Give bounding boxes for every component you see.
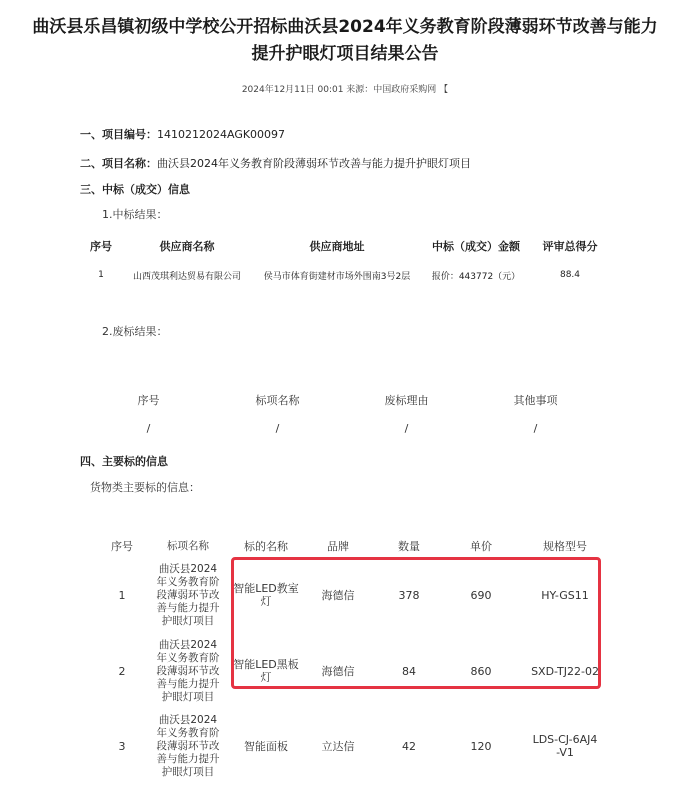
header-cell: 数量	[398, 540, 420, 553]
header-cell: 其他事项	[513, 394, 558, 407]
failed-cell: /	[404, 421, 409, 435]
name-line: 灯	[260, 671, 272, 684]
item-qty: 42	[402, 739, 416, 753]
lot-line: 段薄弱环节改	[156, 588, 220, 601]
header-cell: 评审总得分	[542, 240, 598, 253]
project-name-value: 曲沃县2024年义务教育阶段薄弱环节改善与能力提升护眼灯项目	[157, 157, 471, 170]
item-no: 2	[118, 664, 126, 678]
red-highlight-box	[231, 557, 601, 689]
project-number-label: 一、项目编号：	[80, 128, 157, 141]
header-cell: 标项名称	[167, 539, 209, 552]
item-qty: 378	[398, 588, 420, 602]
lot-line: 护眼灯项目	[161, 765, 215, 778]
winner-score: 88.4	[559, 270, 581, 280]
project-name-label: 二、项目名称：	[80, 157, 157, 170]
header-cell: 序号	[111, 540, 133, 553]
lot-line: 段薄弱环节改	[156, 739, 220, 752]
item-qty: 84	[402, 664, 416, 678]
item-price: 690	[470, 588, 492, 602]
item-price: 120	[470, 739, 492, 753]
failed-cell: /	[533, 421, 538, 435]
lot-line: 善与能力提升	[156, 677, 220, 690]
name-line: 智能面板	[244, 739, 288, 753]
lot-line: 曲沃县2024	[158, 562, 218, 575]
lot-line: 曲沃县2024	[158, 713, 218, 726]
item-brand: 海德信	[321, 665, 355, 678]
header-cell: 品牌	[327, 540, 349, 553]
model-line: HY-GS11	[541, 588, 589, 602]
lot-line: 善与能力提升	[156, 601, 220, 614]
lot-line: 年义务教育阶	[156, 726, 220, 739]
item-lot-name	[148, 639, 228, 704]
header-cell: 中标（成交）金额	[432, 240, 520, 253]
header-cell: 标的名称	[244, 539, 288, 553]
failed-cell: /	[146, 421, 151, 435]
model-line: LDS-CJ-6AJ4	[532, 733, 598, 746]
items-table-header	[96, 535, 614, 557]
section-items-heading: 四、主要标的信息	[80, 455, 168, 468]
winner-no: 1	[98, 270, 104, 280]
header-cell: 规格型号	[543, 539, 587, 553]
lot-line: 段薄弱环节改	[156, 664, 220, 677]
failed-table	[84, 386, 600, 442]
header-cell: 供应商地址	[309, 240, 365, 253]
lot-line: 年义务教育阶	[156, 575, 220, 588]
lot-line: 曲沃县2024	[158, 638, 218, 651]
winner-supplier: 山西茂琪利达贸易有限公司	[132, 271, 241, 282]
name-line: 智能LED黑板	[233, 658, 299, 671]
lot-line: 护眼灯项目	[161, 690, 215, 703]
winner-amount: 报价：443772（元）	[431, 271, 521, 282]
item-name	[228, 740, 304, 753]
publish-meta: 2024年12月11日 00:01 来源：中国政府采购网 【	[241, 85, 449, 95]
model-line: -V1	[556, 746, 574, 759]
header-cell: 标项名称	[255, 394, 300, 407]
header-cell: 序号	[137, 394, 160, 407]
header-cell: 供应商名称	[159, 240, 215, 253]
project-number	[80, 126, 285, 142]
name-line: 智能LED教室	[233, 582, 299, 595]
winner-address: 侯马市体育街建材市场外围南3号2层	[263, 271, 411, 282]
item-lot-name	[148, 563, 228, 628]
item-no: 3	[118, 739, 126, 753]
item-brand: 立达信	[321, 740, 355, 753]
title-line-2: 提升护眼灯项目结果公告	[251, 44, 439, 64]
table-row	[96, 709, 614, 783]
item-brand: 海德信	[321, 589, 355, 602]
lot-line: 护眼灯项目	[161, 614, 215, 627]
goods-items-label: 货物类主要标的信息：	[90, 481, 200, 494]
table-row	[80, 260, 610, 290]
name-line: 灯	[260, 595, 272, 608]
section-award-heading: 三、中标（成交）信息	[80, 183, 190, 196]
lot-line: 年义务教育阶	[156, 651, 220, 664]
item-model	[516, 733, 614, 759]
winner-table	[80, 232, 610, 290]
failed-cell: /	[275, 421, 280, 435]
model-line: SXD-TJ22-02	[531, 664, 599, 678]
page-title	[0, 14, 690, 68]
title-line-1: 曲沃县乐昌镇初级中学校公开招标曲沃县2024年义务教育阶段薄弱环节改善与能力	[32, 17, 658, 37]
lot-line: 善与能力提升	[156, 752, 220, 765]
item-lot-name	[148, 714, 228, 779]
winner-table-header	[80, 232, 610, 260]
failed-result-label: 2.废标结果：	[102, 325, 168, 338]
item-price: 860	[470, 664, 492, 678]
table-row	[84, 414, 600, 442]
project-name	[80, 155, 471, 171]
item-no: 1	[118, 588, 126, 602]
failed-table-header	[84, 386, 600, 414]
header-cell: 序号	[90, 240, 112, 253]
header-cell: 单价	[470, 540, 492, 553]
header-cell: 废标理由	[384, 394, 429, 407]
award-result-label: 1.中标结果：	[102, 208, 168, 221]
project-number-value: 1410212024AGK00097	[157, 128, 286, 141]
